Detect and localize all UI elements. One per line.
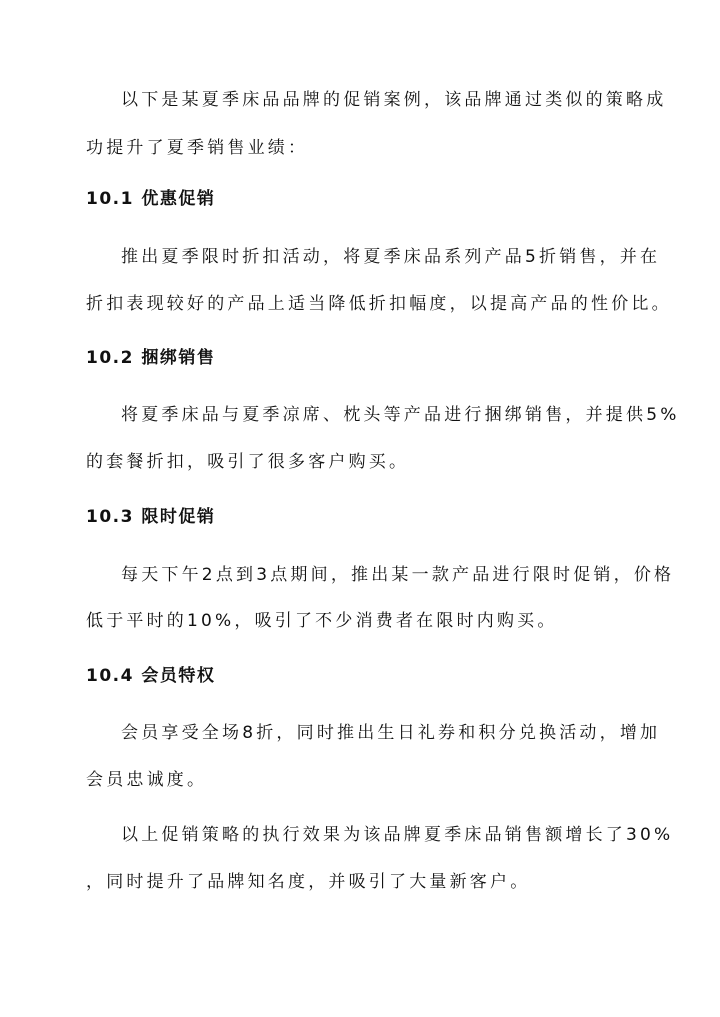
section-10-2-line-2: 的套餐折扣，吸引了很多客户购买。	[86, 452, 410, 472]
intro-line-2: 功提升了夏季销售业绩：	[86, 138, 309, 158]
intro-line-1: 以下是某夏季床品品牌的促销案例，该品牌通过类似的策略成	[121, 90, 667, 110]
section-10-1-line-1: 推出夏季限时折扣活动，将夏季床品系列产品5折销售，并在	[121, 247, 661, 267]
section-heading-10-2: 10.2 捆绑销售	[86, 348, 216, 368]
section-heading-10-4: 10.4 会员特权	[86, 666, 216, 686]
conclusion-line-2: ，同时提升了品牌知名度，并吸引了大量新客户。	[86, 872, 531, 892]
section-10-4-line-2: 会员忠诚度。	[86, 770, 208, 790]
section-10-4-line-1: 会员享受全场8折，同时推出生日礼券和积分兑换活动，增加	[121, 723, 661, 743]
section-10-1-line-2: 折扣表现较好的产品上适当降低折扣幅度，以提高产品的性价比。	[86, 294, 672, 314]
section-10-2-line-1: 将夏季床品与夏季凉席、枕头等产品进行捆绑销售，并提供5%	[121, 405, 680, 425]
conclusion-line-1: 以上促销策略的执行效果为该品牌夏季床品销售额增长了30%	[121, 825, 674, 845]
section-10-3-line-2: 低于平时的10%，吸引了不少消费者在限时内购买。	[86, 611, 558, 631]
section-heading-10-1: 10.1 优惠促销	[86, 189, 216, 209]
section-heading-10-3: 10.3 限时促销	[86, 507, 216, 527]
section-10-3-line-1: 每天下午2点到3点期间，推出某一款产品进行限时促销，价格	[121, 565, 675, 585]
